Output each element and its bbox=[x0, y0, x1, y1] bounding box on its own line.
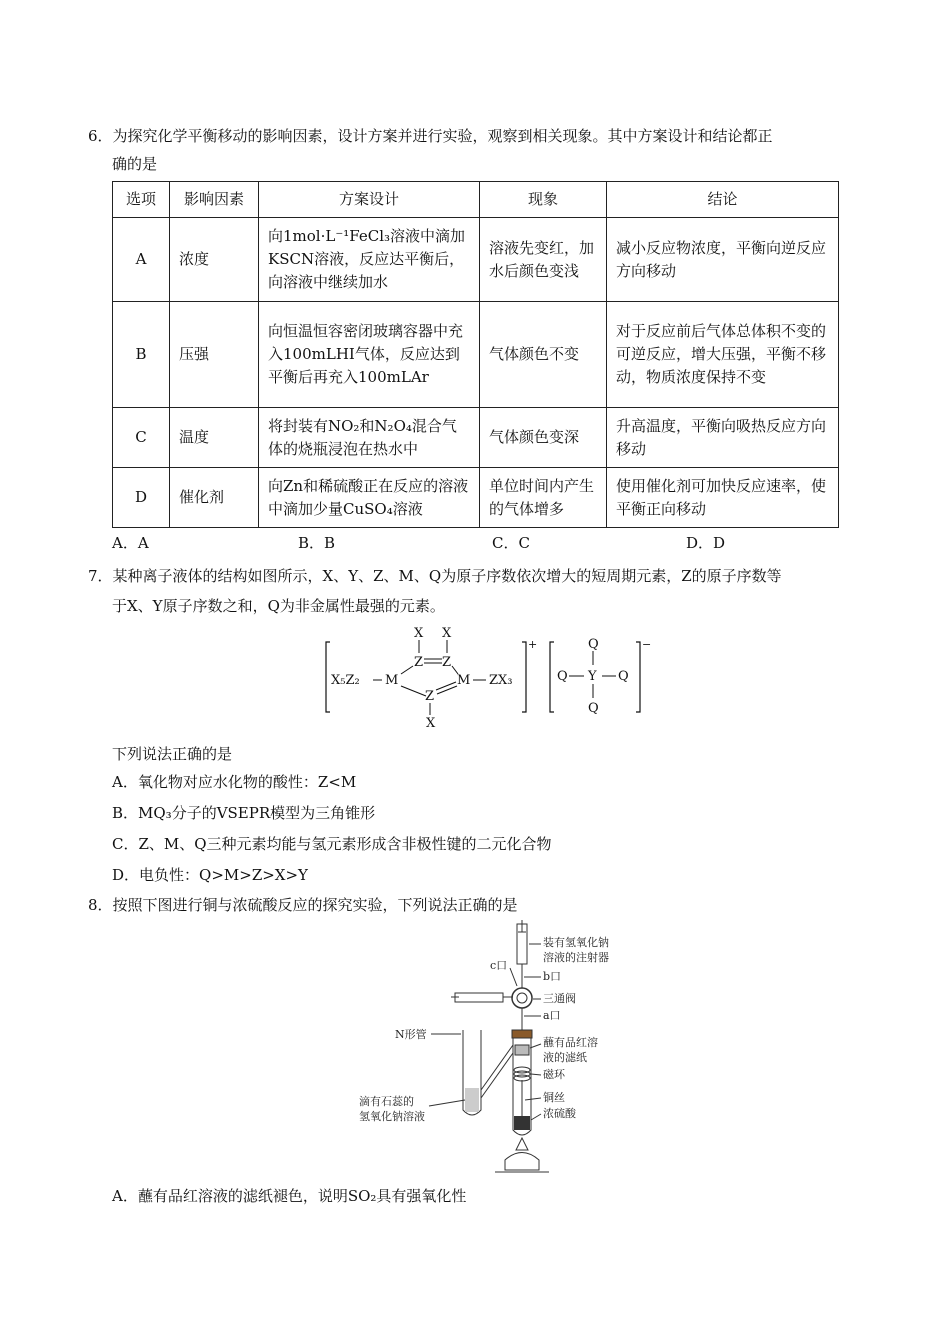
label-n-tube: N形管 bbox=[395, 1028, 427, 1041]
label-conc-acid: 浓硫酸 bbox=[543, 1107, 576, 1120]
z-atom-bottom: Z bbox=[425, 689, 435, 704]
anion-charge: − bbox=[642, 638, 652, 651]
header-option: 选项 bbox=[113, 182, 170, 218]
q-atom-bottom: Q bbox=[588, 701, 599, 716]
table-row bbox=[113, 302, 839, 408]
q7-option-c[interactable]: C．Z、M、Q三种元素均能与氢元素形成含非极性键的二元化合物 bbox=[112, 835, 552, 853]
label-paper-2: 液的滤纸 bbox=[543, 1051, 587, 1064]
q6-answer-a[interactable]: A．A bbox=[112, 534, 149, 552]
q6-answer-d[interactable]: D．D bbox=[686, 534, 726, 552]
cation-charge: + bbox=[528, 638, 538, 651]
row-design: 将封装有NO₂和N₂O₄混合气体的烧瓶浸泡在热水中 bbox=[259, 408, 480, 468]
q7-option-b[interactable]: B．MQ₃分子的VSEPR模型为三角锥形 bbox=[112, 804, 376, 822]
header-phenomenon: 现象 bbox=[480, 182, 607, 218]
z-atom-top-left: Z bbox=[414, 655, 424, 670]
label-c-port: c口 bbox=[490, 959, 508, 972]
q7-option-d[interactable]: D．电负性：Q>M>Z>X>Y bbox=[112, 866, 308, 884]
copper-sulfuric-acid-apparatus-diagram bbox=[355, 920, 635, 1175]
right-group-label: ZX₃ bbox=[489, 673, 513, 688]
y-atom: Y bbox=[588, 669, 597, 684]
m-atom-left: M bbox=[385, 673, 399, 688]
label-syringe-2: 溶液的注射器 bbox=[543, 951, 609, 964]
q6-stem-line2: 确的是 bbox=[112, 155, 158, 173]
row-conclusion: 对于反应前后气体总体积不变的可逆反应，增大压强，平衡不移动，物质浓度保持不变 bbox=[607, 302, 839, 408]
q8-option-a[interactable]: A．蘸有品红溶液的滤纸褪色，说明SO₂具有强氧化性 bbox=[112, 1187, 467, 1205]
row-factor: 压强 bbox=[170, 302, 259, 408]
row-option: B bbox=[113, 302, 170, 408]
q8-stem: 8．按照下图进行铜与浓硫酸反应的探究实验，下列说法正确的是 bbox=[88, 896, 518, 914]
label-litmus-1: 滴有石蕊的 bbox=[359, 1095, 414, 1108]
row-factor: 催化剂 bbox=[170, 468, 259, 528]
label-litmus-2: 氢氧化钠溶液 bbox=[359, 1110, 425, 1123]
q6-answer-c[interactable]: C．C bbox=[492, 534, 530, 552]
row-phenomenon: 溶液先变红，加水后颜色变浅 bbox=[480, 218, 607, 302]
q7-option-a[interactable]: A．氧化物对应水化物的酸性：Z<M bbox=[112, 773, 357, 791]
x-atom-2: X bbox=[442, 626, 452, 641]
q-atom-right: Q bbox=[618, 669, 629, 684]
row-conclusion: 使用催化剂可加快反应速率，使平衡正向移动 bbox=[607, 468, 839, 528]
row-design: 向恒温恒容密闭玻璃容器中充入100mLHI气体，反应达到平衡后再充入100mLAr bbox=[259, 302, 480, 408]
label-b-port: b口 bbox=[543, 970, 562, 983]
label-valve: 三通阀 bbox=[543, 992, 576, 1005]
row-factor: 浓度 bbox=[170, 218, 259, 302]
row-design: 向Zn和稀硫酸正在反应的溶液中滴加少量CuSO₄溶液 bbox=[259, 468, 480, 528]
label-a-port: a口 bbox=[543, 1009, 561, 1022]
row-option: C bbox=[113, 408, 170, 468]
q-atom-top: Q bbox=[588, 637, 599, 652]
row-factor: 温度 bbox=[170, 408, 259, 468]
row-phenomenon: 气体颜色变深 bbox=[480, 408, 607, 468]
row-design: 向1mol·L⁻¹FeCl₃溶液中滴加KSCN溶液，反应达平衡后，向溶液中继续加水 bbox=[259, 218, 480, 302]
row-phenomenon: 单位时间内产生的气体增多 bbox=[480, 468, 607, 528]
q7-stem-line1: 7．某种离子液体的结构如图所示，X、Y、Z、M、Q为原子序数依次增大的短周期元素，Z的原子序数等 bbox=[88, 567, 782, 585]
header-factor: 影响因素 bbox=[170, 182, 259, 218]
q6-answer-b[interactable]: B．B bbox=[298, 534, 336, 552]
row-option: A bbox=[113, 218, 170, 302]
q6-table bbox=[112, 181, 839, 528]
table-row bbox=[113, 408, 839, 468]
label-copper-wire: 铜丝 bbox=[543, 1091, 565, 1104]
header-conclusion: 结论 bbox=[607, 182, 839, 218]
table-row bbox=[113, 468, 839, 528]
table-row bbox=[113, 218, 839, 302]
x-atom-1: X bbox=[414, 626, 424, 641]
row-option: D bbox=[113, 468, 170, 528]
row-conclusion: 升高温度，平衡向吸热反应方向移动 bbox=[607, 408, 839, 468]
ionic-liquid-structure-diagram bbox=[318, 620, 658, 732]
left-group-label: X₅Z₂ bbox=[331, 673, 360, 688]
q7-stem-line2: 于X、Y原子序数之和，Q为非金属性最强的元素。 bbox=[112, 597, 445, 615]
q7-prompt: 下列说法正确的是 bbox=[112, 745, 233, 763]
label-syringe-1: 装有氢氧化钠 bbox=[543, 936, 609, 949]
q6-stem-line1: 6．为探究化学平衡移动的影响因素，设计方案并进行实验，观察到相关现象。其中方案设计和结论都正 bbox=[88, 127, 773, 145]
q-atom-left: Q bbox=[557, 669, 568, 684]
z-atom-top-right: Z bbox=[442, 655, 452, 670]
table-header-row bbox=[113, 182, 839, 218]
row-conclusion: 减小反应物浓度，平衡向逆反应方向移动 bbox=[607, 218, 839, 302]
label-paper-1: 蘸有品红溶 bbox=[543, 1036, 598, 1049]
x-atom-3: X bbox=[426, 716, 436, 731]
header-design: 方案设计 bbox=[259, 182, 480, 218]
label-magnet-ring: 磁环 bbox=[543, 1068, 565, 1081]
row-phenomenon: 气体颜色不变 bbox=[480, 302, 607, 408]
m-atom-right: M bbox=[457, 673, 471, 688]
